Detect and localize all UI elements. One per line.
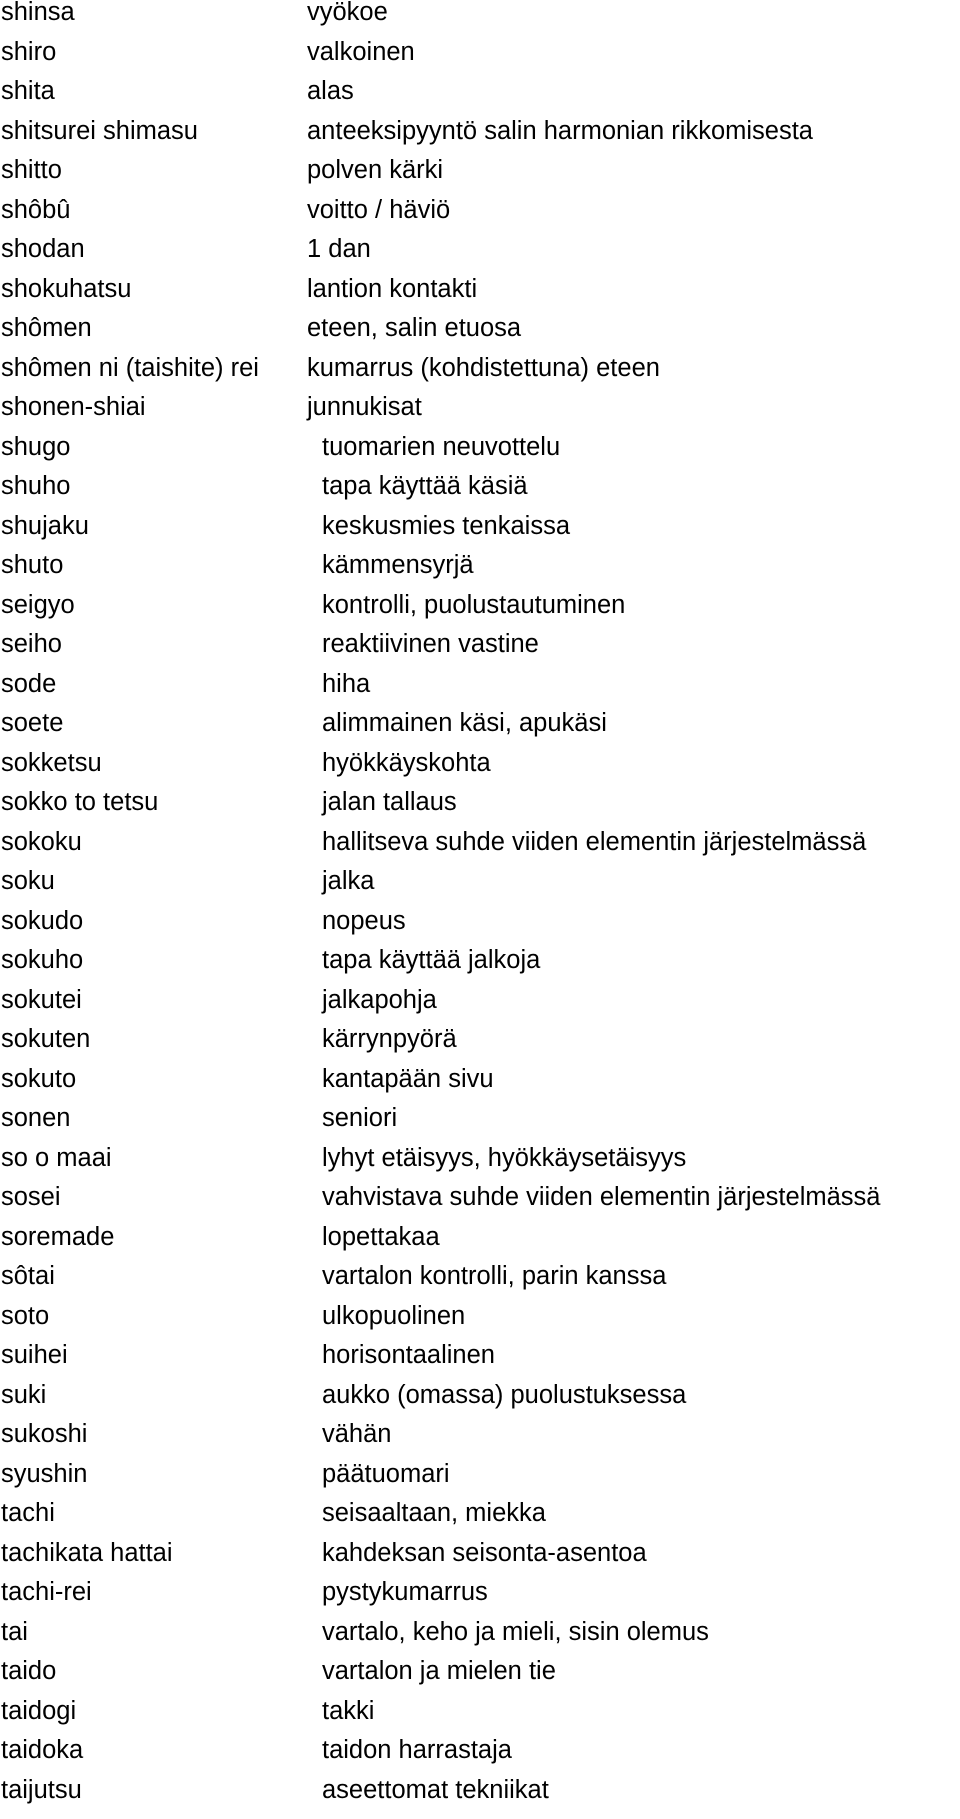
- glossary-term: taidoka: [1, 1736, 84, 1764]
- glossary-entry: [0, 665, 960, 705]
- glossary-meaning: 1 dan: [307, 235, 371, 263]
- glossary-meaning: hallitseva suhde viiden elementin järjestelmässä: [322, 827, 867, 856]
- glossary-entry: [0, 902, 960, 942]
- glossary-term: taidogi: [1, 1696, 77, 1725]
- glossary-term: sukoshi: [1, 1420, 88, 1448]
- glossary-entry: [0, 1613, 960, 1653]
- glossary-meaning: kumarrus (kohdistettuna) eteen: [307, 353, 660, 382]
- glossary-term: shodan: [1, 235, 85, 263]
- glossary-meaning: vähän: [322, 1420, 392, 1448]
- glossary-entry: [0, 151, 960, 191]
- glossary-meaning: alimmainen käsi, apukäsi: [322, 709, 607, 737]
- glossary-entry: [0, 507, 960, 547]
- glossary-entry: [0, 230, 960, 270]
- glossary-term: sokutei: [1, 985, 82, 1014]
- glossary-meaning: hiha: [322, 669, 371, 698]
- glossary-term: shitto: [1, 156, 62, 184]
- glossary-meaning: tuomarien neuvottelu: [322, 432, 561, 461]
- glossary-meaning: jalka: [322, 867, 375, 895]
- glossary-term: taido: [1, 1657, 57, 1685]
- glossary-term: suki: [1, 1380, 47, 1409]
- glossary-meaning: eteen, salin etuosa: [307, 314, 522, 342]
- glossary-term: shiro: [1, 37, 57, 66]
- glossary-entry: [0, 1336, 960, 1376]
- glossary-meaning: kontrolli, puolustautuminen: [322, 590, 626, 619]
- glossary-meaning: aseettomat tekniikat: [322, 1775, 549, 1804]
- glossary-term: shokuhatsu: [1, 274, 132, 303]
- glossary-term: sokketsu: [1, 748, 102, 777]
- glossary-entry: [0, 862, 960, 902]
- glossary-term: soto: [1, 1301, 50, 1330]
- glossary-meaning: kantapään sivu: [322, 1064, 494, 1093]
- glossary-term: sôtai: [1, 1262, 55, 1290]
- glossary-term: shinsa: [1, 0, 75, 26]
- glossary-entry: [0, 1494, 960, 1534]
- glossary-term: shujaku: [1, 511, 89, 540]
- glossary-meaning: anteeksipyyntö salin harmonian rikkomisesta: [307, 116, 813, 145]
- glossary-term: seigyo: [1, 590, 75, 619]
- glossary-term: soremade: [1, 1222, 115, 1251]
- glossary-entry: [0, 981, 960, 1021]
- glossary-entry: [0, 546, 960, 586]
- glossary-meaning: horisontaalinen: [322, 1341, 495, 1369]
- glossary-entry: [0, 1178, 960, 1218]
- glossary-entry: [0, 1534, 960, 1574]
- glossary-meaning: takki: [322, 1696, 375, 1725]
- glossary-meaning: tapa käyttää jalkoja: [322, 946, 541, 974]
- glossary-entry: [0, 112, 960, 152]
- glossary-term: taijutsu: [1, 1775, 82, 1804]
- glossary-term: shômen ni (taishite) rei: [1, 353, 259, 382]
- glossary-meaning: vartalon kontrolli, parin kanssa: [322, 1262, 667, 1290]
- glossary-entry: [0, 72, 960, 112]
- glossary-term: shitsurei shimasu: [1, 116, 198, 145]
- glossary-meaning: lantion kontakti: [307, 274, 478, 303]
- glossary-meaning: vyökoe: [307, 0, 388, 26]
- glossary-entry: [0, 625, 960, 665]
- glossary-entry: [0, 0, 960, 33]
- glossary-meaning: reaktiivinen vastine: [322, 630, 539, 658]
- glossary-term: seiho: [1, 630, 62, 658]
- glossary-entry: [0, 1139, 960, 1179]
- glossary-meaning: kämmensyrjä: [322, 551, 474, 579]
- glossary-entry: [0, 1415, 960, 1455]
- glossary-term: suihei: [1, 1341, 68, 1369]
- glossary-meaning: hyökkäyskohta: [322, 748, 491, 777]
- glossary-entry: [0, 1020, 960, 1060]
- glossary-term: sokuto: [1, 1064, 77, 1093]
- glossary-term: shuto: [1, 551, 64, 579]
- glossary-entry: [0, 1060, 960, 1100]
- glossary-term: shuho: [1, 472, 71, 500]
- glossary-term: shonen-shiai: [1, 393, 146, 421]
- glossary-meaning: jalan tallaus: [322, 788, 457, 816]
- glossary-term: tachikata hattai: [1, 1538, 173, 1567]
- glossary-entry: [0, 33, 960, 73]
- glossary-term: sokoku: [1, 827, 82, 856]
- glossary-meaning: voitto / häviö: [307, 195, 451, 224]
- glossary-meaning: polven kärki: [307, 156, 444, 184]
- glossary-term: tachi-rei: [1, 1578, 92, 1606]
- glossary-term: sokko to tetsu: [1, 788, 159, 816]
- glossary-entry: [0, 1099, 960, 1139]
- glossary-meaning: tapa käyttää käsiä: [322, 472, 528, 500]
- glossary-entry: [0, 1376, 960, 1416]
- glossary-meaning: seniori: [322, 1104, 398, 1132]
- glossary-term: sokuten: [1, 1025, 91, 1053]
- glossary-entry: [0, 1652, 960, 1692]
- glossary-term: sode: [1, 669, 57, 698]
- glossary-meaning: ulkopuolinen: [322, 1301, 466, 1330]
- glossary-meaning: valkoinen: [307, 37, 415, 66]
- glossary-term: soete: [1, 709, 64, 737]
- glossary-meaning: keskusmies tenkaissa: [322, 511, 571, 540]
- glossary-entry: [0, 1257, 960, 1297]
- glossary-meaning: vahvistava suhde viiden elementin järjestelmässä: [322, 1183, 881, 1211]
- glossary-meaning: pystykumarrus: [322, 1578, 488, 1606]
- glossary-entry: [0, 1731, 960, 1771]
- glossary-meaning: seisaaltaan, miekka: [322, 1499, 546, 1527]
- glossary-meaning: aukko (omassa) puolustuksessa: [322, 1380, 687, 1409]
- glossary-meaning: jalkapohja: [322, 985, 437, 1014]
- glossary-term: soku: [1, 867, 55, 895]
- glossary-entry: [0, 467, 960, 507]
- glossary-meaning: kärrynpyörä: [322, 1025, 457, 1053]
- glossary-meaning: lyhyt etäisyys, hyökkäysetäisyys: [322, 1143, 687, 1172]
- glossary-meaning: nopeus: [322, 906, 406, 935]
- glossary-entry: [0, 1218, 960, 1258]
- glossary-term: sonen: [1, 1104, 71, 1132]
- glossary-meaning: päätuomari: [322, 1459, 450, 1488]
- glossary-entry: [0, 783, 960, 823]
- glossary-entry: [0, 428, 960, 468]
- glossary-term: shita: [1, 77, 55, 105]
- glossary-entry: [0, 823, 960, 863]
- glossary-term: sokudo: [1, 906, 84, 935]
- glossary-entry: [0, 388, 960, 428]
- glossary-entry: [0, 191, 960, 231]
- glossary-term: shôbû: [1, 195, 71, 224]
- glossary-meaning: lopettakaa: [322, 1222, 440, 1251]
- glossary-meaning: kahdeksan seisonta-asentoa: [322, 1538, 647, 1567]
- glossary-term: shugo: [1, 432, 71, 461]
- glossary-entry: [0, 1771, 960, 1811]
- glossary-entry: [0, 1455, 960, 1495]
- glossary-term: so o maai: [1, 1143, 112, 1172]
- glossary-meaning: alas: [307, 77, 354, 105]
- glossary-entry: [0, 1692, 960, 1732]
- glossary-term: syushin: [1, 1459, 88, 1488]
- glossary-entry: [0, 1573, 960, 1613]
- glossary-meaning: vartalon ja mielen tie: [322, 1657, 556, 1685]
- glossary-term: sosei: [1, 1183, 61, 1211]
- glossary-meaning: taidon harrastaja: [322, 1736, 512, 1764]
- glossary-entry: [0, 586, 960, 626]
- glossary-meaning: junnukisat: [307, 393, 422, 421]
- glossary-entry: [0, 1297, 960, 1337]
- glossary-term: shômen: [1, 314, 92, 342]
- glossary-entry: [0, 744, 960, 784]
- glossary-entry: [0, 941, 960, 981]
- glossary-term: tachi: [1, 1499, 55, 1527]
- glossary-entry: [0, 704, 960, 744]
- glossary-entry: [0, 270, 960, 310]
- glossary-entry: [0, 309, 960, 349]
- glossary-term: tai: [1, 1617, 28, 1646]
- glossary-meaning: vartalo, keho ja mieli, sisin olemus: [322, 1617, 709, 1646]
- glossary-entry: [0, 349, 960, 389]
- glossary-term: sokuho: [1, 946, 84, 974]
